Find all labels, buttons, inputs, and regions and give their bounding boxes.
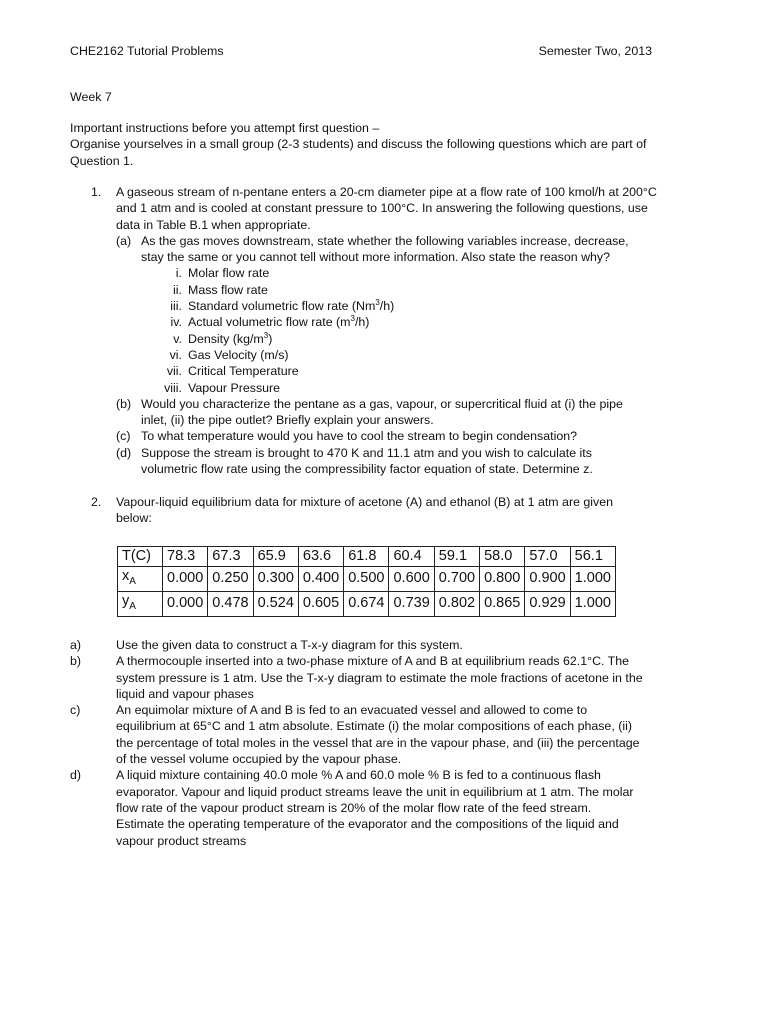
- table-cell: 61.8: [344, 547, 389, 567]
- question-text: below:: [116, 511, 152, 526]
- part-label: b): [70, 654, 82, 669]
- part-label: d): [70, 768, 82, 783]
- variable-text: Density (kg/m: [188, 331, 264, 346]
- instructions-block: [70, 120, 700, 169]
- q2-part: [70, 767, 710, 848]
- part-text: stay the same or you cannot tell without more information. Also state the reason why?: [141, 250, 611, 265]
- variable-item: [141, 380, 691, 396]
- row-header: [118, 547, 163, 567]
- variable-text: Standard volumetric flow rate (Nm: [188, 299, 376, 314]
- table-row: [118, 567, 616, 592]
- vle-data-table: [117, 546, 616, 617]
- variable-text: Mass flow rate: [188, 282, 268, 297]
- question-number: 2.: [91, 495, 102, 509]
- variable-item: [141, 282, 691, 298]
- row-label: T(C): [122, 548, 151, 564]
- table-cell: 0.605: [298, 591, 343, 616]
- table-cell: 59.1: [434, 547, 479, 567]
- part-text: A thermocouple inserted into a two-phase mixture of A and B at equilibrium reads 62.1°C. The: [116, 654, 630, 669]
- part-label: (c): [116, 429, 131, 444]
- part-a: [116, 233, 691, 396]
- variable-text: Gas Velocity (m/s): [188, 347, 289, 362]
- q2-part: [70, 702, 710, 767]
- table-cell: 60.4: [389, 547, 434, 567]
- table-cell: 0.674: [344, 591, 389, 616]
- part-label: (a): [116, 233, 132, 248]
- table-cell: 78.3: [163, 547, 208, 567]
- part-text: Would you characterize the pentane as a gas, vapour, or supercritical fluid at (i) the pipe: [141, 396, 623, 411]
- question-1: [91, 184, 691, 477]
- part-text: Use the given data to construct a T-x-y diagram for this system.: [116, 638, 463, 652]
- question-number: 1.: [91, 185, 102, 199]
- table-cell: 0.739: [389, 591, 434, 616]
- table-cell: 0.500: [344, 567, 389, 592]
- variable-item: [141, 314, 691, 330]
- row-header: [118, 591, 163, 616]
- table-cell: 0.478: [208, 591, 253, 616]
- table-cell: 63.6: [298, 547, 343, 567]
- variable-number: iv.: [170, 315, 182, 330]
- part-text: the percentage of total moles in the vessel that are in the vapour phase, and (iii) the percentage: [116, 735, 640, 750]
- table-cell: 0.250: [208, 567, 253, 592]
- variable-text: Molar flow rate: [188, 266, 270, 281]
- question-text: A gaseous stream of n-pentane enters a 20-cm diameter pipe at a flow rate of 100 kmol/h at 200°C: [116, 185, 657, 199]
- part-b: [116, 396, 691, 429]
- variable-number: vii.: [166, 364, 182, 379]
- table-cell: 0.800: [480, 567, 525, 592]
- question-text: data in Table B.1 when appropriate.: [116, 217, 311, 232]
- table-cell: 0.300: [253, 567, 298, 592]
- part-text: evaporator. Vapour and liquid product streams leave the unit in equilibrium at 1 atm. The molar: [116, 784, 634, 799]
- variable-text: Critical Temperature: [188, 364, 299, 379]
- row-header: [118, 567, 163, 592]
- variable-item: [141, 347, 691, 363]
- q2-part: [70, 653, 710, 702]
- table-cell: 58.0: [480, 547, 525, 567]
- variable-item: [141, 298, 691, 314]
- variable-number: i.: [175, 266, 182, 281]
- table-cell: 0.000: [163, 567, 208, 592]
- subscript: A: [129, 575, 136, 587]
- variable-number: viii.: [164, 380, 182, 395]
- variable-number: iii.: [170, 299, 182, 314]
- table-cell: 0.700: [434, 567, 479, 592]
- variable-item: [141, 363, 691, 379]
- part-text: vapour product streams: [116, 833, 247, 848]
- table-cell: 0.000: [163, 591, 208, 616]
- instruction-line: Question 1.: [70, 153, 134, 168]
- row-label: x: [122, 568, 130, 584]
- table-cell: 0.900: [525, 567, 570, 592]
- question-text: and 1 atm and is cooled at constant pressure to 100°C. In answering the following questions, use: [116, 201, 648, 216]
- table-cell: 0.524: [253, 591, 298, 616]
- part-label: (d): [116, 445, 132, 460]
- semester-label: Semester Two, 2013: [538, 44, 652, 58]
- table-cell: 0.600: [389, 567, 434, 592]
- table-cell: 56.1: [570, 547, 615, 567]
- instruction-line: Important instructions before you attempt first question –: [70, 121, 380, 135]
- part-label: (b): [116, 396, 132, 411]
- part-text: system pressure is 1 atm. Use the T-x-y diagram to estimate the mole fractions of acetone in the: [116, 670, 643, 685]
- variable-item: [141, 265, 691, 281]
- table-cell: 57.0: [525, 547, 570, 567]
- q2-part: [70, 637, 710, 653]
- table-cell: 1.000: [570, 591, 615, 616]
- question-2-parts: [70, 637, 710, 849]
- table-row: [118, 547, 616, 567]
- table-cell: 1.000: [570, 567, 615, 592]
- part-text: Suppose the stream is brought to 470 K and 11.1 atm and you wish to calculate its: [141, 445, 592, 460]
- question-2: [91, 494, 691, 527]
- variable-number: ii.: [173, 282, 182, 297]
- part-text: A liquid mixture containing 40.0 mole % A and 60.0 mole % B is fed to a continuous flash: [116, 768, 601, 783]
- part-label: c): [70, 703, 81, 718]
- course-title: CHE2162 Tutorial Problems: [70, 44, 224, 58]
- part-label: a): [70, 638, 82, 652]
- part-c: [116, 428, 691, 444]
- table-cell: 0.929: [525, 591, 570, 616]
- variable-number: vi.: [169, 347, 182, 362]
- variable-number: v.: [173, 331, 182, 346]
- part-text: equilibrium at 65°C and 1 atm absolute. Estimate (i) the molar compositions of each phase, (ii): [116, 719, 632, 734]
- part-text: liquid and vapour phases: [116, 686, 254, 701]
- part-text: volumetric flow rate using the compressibility factor equation of state. Determine z.: [141, 462, 593, 477]
- part-text: of the vessel volume occupied by the vapour phase.: [116, 752, 402, 767]
- variable-text-tail: /h): [379, 299, 395, 314]
- part-d: [116, 445, 691, 478]
- part-text: flow rate of the vapour product stream is 20% of the molar flow rate of the feed stream.: [116, 800, 592, 815]
- row-label: y: [122, 592, 130, 609]
- table-cell: 0.865: [480, 591, 525, 616]
- variable-text: Actual volumetric flow rate (m: [188, 315, 351, 330]
- table-cell: 67.3: [208, 547, 253, 567]
- variable-item: [141, 331, 691, 347]
- part-text: inlet, (ii) the pipe outlet? Briefly explain your answers.: [141, 413, 434, 428]
- table-cell: 65.9: [253, 547, 298, 567]
- table-cell: 0.802: [434, 591, 479, 616]
- superscript: 3: [263, 330, 269, 340]
- superscript: 3: [375, 298, 380, 308]
- variable-text: Vapour Pressure: [188, 380, 281, 395]
- part-text: An equimolar mixture of A and B is fed to an evacuated vessel and allowed to come to: [116, 703, 588, 718]
- part-text: To what temperature would you have to cool the stream to begin condensation?: [141, 429, 578, 444]
- table-row: [118, 591, 616, 616]
- part-text: Estimate the operating temperature of the evaporator and the compositions of the liquid and: [116, 817, 619, 832]
- table-cell: 0.400: [298, 567, 343, 592]
- week-label: Week 7: [70, 90, 112, 104]
- superscript: 3: [350, 314, 355, 324]
- variable-text-tail: ): [268, 331, 273, 346]
- variable-list: [141, 265, 691, 395]
- question-text: Vapour-liquid equilibrium data for mixture of acetone (A) and ethanol (B) at 1 atm are given: [116, 495, 614, 509]
- variable-text-tail: /h): [354, 315, 370, 330]
- subscript: A: [129, 600, 136, 612]
- instruction-line: Organise yourselves in a small group (2-3 students) and discuss the following questions which are part of: [70, 137, 647, 152]
- part-text: As the gas moves downstream, state whether the following variables increase, decrease,: [141, 233, 629, 248]
